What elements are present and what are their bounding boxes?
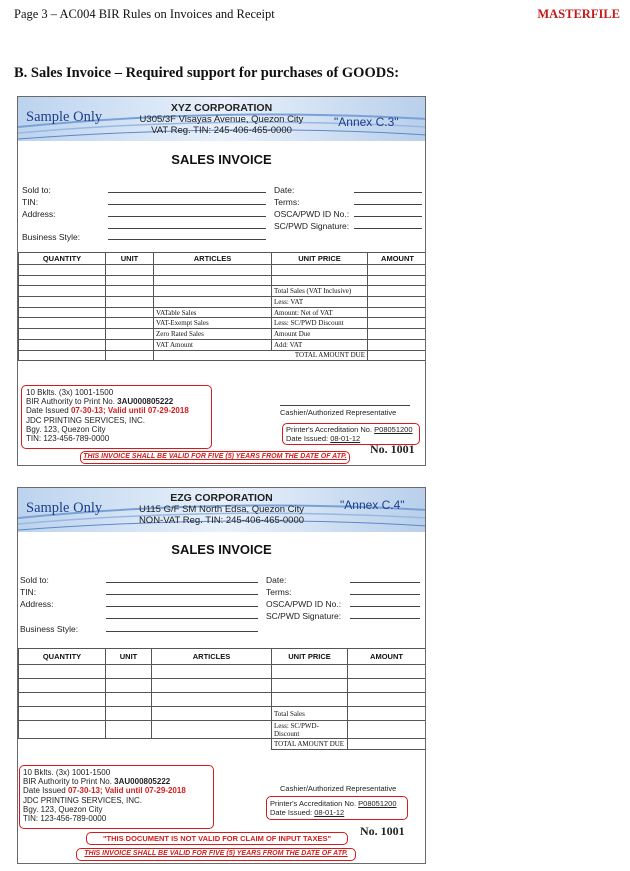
business-style-label: Business Style:	[22, 232, 81, 242]
annex-label: "Annex C.3"	[334, 115, 399, 129]
items-table-2	[18, 648, 426, 750]
table-row	[19, 265, 427, 276]
summary-total-sales: Total Sales	[272, 707, 348, 721]
address-line	[106, 606, 258, 607]
printer-name: JDC PRINTING SERVICES, INC.	[26, 415, 145, 425]
cashier-label: Cashier/Authorized Representative	[280, 408, 397, 417]
tin-line	[108, 204, 266, 205]
summary-amount-due: Amount Due	[272, 329, 368, 340]
company-tin: VAT Reg. TIN: 245-406-465-0000	[151, 125, 292, 136]
items-table-1	[18, 252, 426, 361]
scpwd-signature-label: SC/PWD Signature:	[274, 221, 350, 231]
booklet-info: 10 Bklts. (3x) 1001-1500	[26, 388, 114, 397]
address-label: Address:	[22, 209, 56, 219]
terms-label: Terms:	[274, 197, 300, 207]
date-issued-label: Date Issued	[23, 786, 66, 796]
table-row	[19, 665, 426, 679]
atp-info	[23, 768, 186, 823]
terms-label: Terms:	[266, 587, 292, 597]
scpwd-signature-line	[350, 618, 420, 619]
address-line-2	[106, 618, 258, 619]
booklet-info: 10 Bklts. (3x) 1001-1500	[23, 768, 111, 777]
summary-less-scpwd-discount	[272, 721, 348, 739]
tin-line	[106, 594, 258, 595]
invoice-number: No. 1001	[360, 824, 405, 838]
invoice-title: SALES INVOICE	[171, 152, 272, 167]
osca-line	[350, 606, 420, 607]
table-row	[19, 739, 426, 750]
terms-line	[354, 204, 422, 205]
sales-invoice-non-vat	[17, 487, 426, 864]
col-unit: UNIT	[106, 649, 152, 665]
table-row	[19, 318, 427, 329]
col-unit-price: UNIT PRICE	[272, 649, 348, 665]
atp-info	[26, 388, 189, 443]
accreditation-date: 08-01-12	[330, 434, 361, 443]
authority-label: BIR Authority to Print No.	[23, 777, 112, 787]
tin-label: TIN:	[20, 587, 37, 597]
vat-amount-label: VAT Amount	[154, 339, 272, 350]
accreditation-label: Printer's Accreditation No.	[286, 425, 373, 434]
col-quantity: QUANTITY	[19, 253, 106, 265]
sample-only-label: Sample Only	[26, 109, 103, 125]
date-label: Date:	[266, 575, 287, 585]
terms-line	[350, 594, 420, 595]
scpwd-signature-label: SC/PWD Signature:	[266, 611, 342, 621]
not-valid-note: "THIS DOCUMENT IS NOT VALID FOR CLAIM OF INPUT TAXES"	[102, 834, 332, 843]
table-row	[19, 329, 427, 340]
osca-label: OSCA/PWD ID No.:	[274, 209, 350, 219]
col-articles: ARTICLES	[154, 253, 272, 265]
table-row	[19, 275, 427, 286]
business-style-line	[106, 631, 258, 632]
accreditation-number: P08051200	[374, 425, 413, 434]
table-row	[19, 307, 427, 318]
sold-to-label: Sold to:	[22, 185, 51, 195]
less-scpwd-label: Less: SC/PWD-	[274, 721, 319, 730]
validity-note: THIS INVOICE SHALL BE VALID FOR FIVE (5) YEARS FROM THE DATE OF ATP.	[83, 453, 347, 460]
validity-note: THIS INVOICE SHALL BE VALID FOR FIVE (5) YEARS FROM THE DATE OF ATP.	[84, 850, 348, 857]
company-name: XYZ CORPORATION	[170, 102, 273, 114]
col-articles: ARTICLES	[152, 649, 272, 665]
signature-line	[280, 405, 410, 406]
annex-label: "Annex C.4"	[340, 498, 405, 512]
invoice-title: SALES INVOICE	[171, 542, 272, 557]
date-line	[350, 582, 420, 583]
address-line-2	[108, 228, 266, 229]
address-label: Address:	[20, 599, 54, 609]
total-amount-due-label: TOTAL AMOUNT DUE	[272, 739, 348, 750]
table-row	[19, 721, 426, 739]
vat-exempt-sales-label: VAT-Exempt Sales	[154, 318, 272, 329]
osca-label: OSCA/PWD ID No.:	[266, 599, 342, 609]
sales-invoice-vat	[17, 96, 426, 466]
cashier-label: Cashier/Authorized Representative	[280, 784, 397, 793]
scpwd-signature-line	[354, 228, 422, 229]
summary-add-vat: Add: VAT	[272, 339, 368, 350]
date-line	[354, 192, 422, 193]
date-issued-value: 07-30-13; Valid until 07-29-2018	[67, 786, 186, 796]
accreditation-date: 08-01-12	[314, 808, 345, 817]
sample-only-label: Sample Only	[26, 500, 103, 516]
accreditation-label: Printer's Accreditation No.	[270, 799, 357, 808]
col-unit-price: UNIT PRICE	[272, 253, 368, 265]
col-amount: AMOUNT	[348, 649, 426, 665]
accreditation-info	[286, 425, 413, 443]
date-label: Date:	[274, 185, 295, 195]
authority-number: 3AU000805222	[114, 777, 171, 787]
printer-address: Bgy. 123, Quezon City	[23, 804, 103, 814]
table-row	[19, 350, 427, 361]
authority-label: BIR Authority to Print No.	[26, 397, 115, 407]
accreditation-date-label: Date Issued:	[286, 434, 329, 443]
authority-number: 3AU000805222	[117, 397, 174, 407]
col-quantity: QUANTITY	[19, 649, 106, 665]
printer-address: Bgy. 123, Quezon City	[26, 424, 106, 434]
accreditation-date-label: Date Issued:	[270, 808, 313, 817]
company-address: U115 G/F SM North Edsa, Quezon City	[138, 504, 305, 515]
osca-line	[354, 216, 422, 217]
page-header-title: Page 3 – AC004 BIR Rules on Invoices and Receipt	[14, 7, 275, 21]
invoice-banner	[18, 488, 425, 532]
company-name: EZG CORPORATION	[170, 492, 273, 504]
invoice-banner	[18, 97, 425, 141]
table-row	[19, 679, 426, 693]
discount-label: Discount	[274, 729, 300, 738]
summary-net-of-vat: Amount: Net of VAT	[272, 307, 368, 318]
col-unit: UNIT	[106, 253, 154, 265]
accreditation-number: P08051200	[358, 799, 397, 808]
company-tin: NON-VAT Reg. TIN: 245-406-465-0000	[138, 515, 305, 526]
sold-to-line	[108, 192, 266, 193]
table-row	[19, 286, 427, 297]
vatable-sales-label: VATable Sales	[154, 307, 272, 318]
summary-total-sales-vat: Total Sales (VAT Inclusive)	[272, 286, 368, 297]
section-heading: B. Sales Invoice – Required support for purchases of GOODS:	[14, 65, 400, 81]
company-address: U305/3F Visayas Avenue, Quezon City	[139, 114, 304, 125]
invoice-number: No. 1001	[370, 442, 415, 456]
total-amount-due-label: TOTAL AMOUNT DUE	[154, 350, 368, 361]
business-style-line	[108, 239, 266, 240]
business-style-label: Business Style:	[20, 624, 79, 634]
address-line	[108, 216, 266, 217]
sold-to-line	[106, 582, 258, 583]
zero-rated-sales-label: Zero Rated Sales	[154, 329, 272, 340]
tin-label: TIN:	[22, 197, 39, 207]
printer-tin: TIN: 123-456-789-0000	[26, 434, 110, 444]
summary-less-scpwd-discount: Less: SC/PWD Discount	[272, 318, 368, 329]
table-row	[19, 297, 427, 308]
table-row	[19, 693, 426, 707]
date-issued-value: 07-30-13; Valid until 07-29-2018	[70, 406, 189, 416]
printer-tin: TIN: 123-456-789-0000	[23, 814, 107, 824]
accreditation-info	[270, 799, 397, 817]
sold-to-label: Sold to:	[20, 575, 49, 585]
table-row	[19, 339, 427, 350]
date-issued-label: Date Issued	[26, 406, 69, 416]
masterfile-label: MASTERFILE	[537, 7, 620, 21]
table-row	[19, 707, 426, 721]
printer-name: JDC PRINTING SERVICES, INC.	[23, 795, 142, 805]
summary-less-vat: Less: VAT	[272, 297, 368, 308]
col-amount: AMOUNT	[368, 253, 427, 265]
